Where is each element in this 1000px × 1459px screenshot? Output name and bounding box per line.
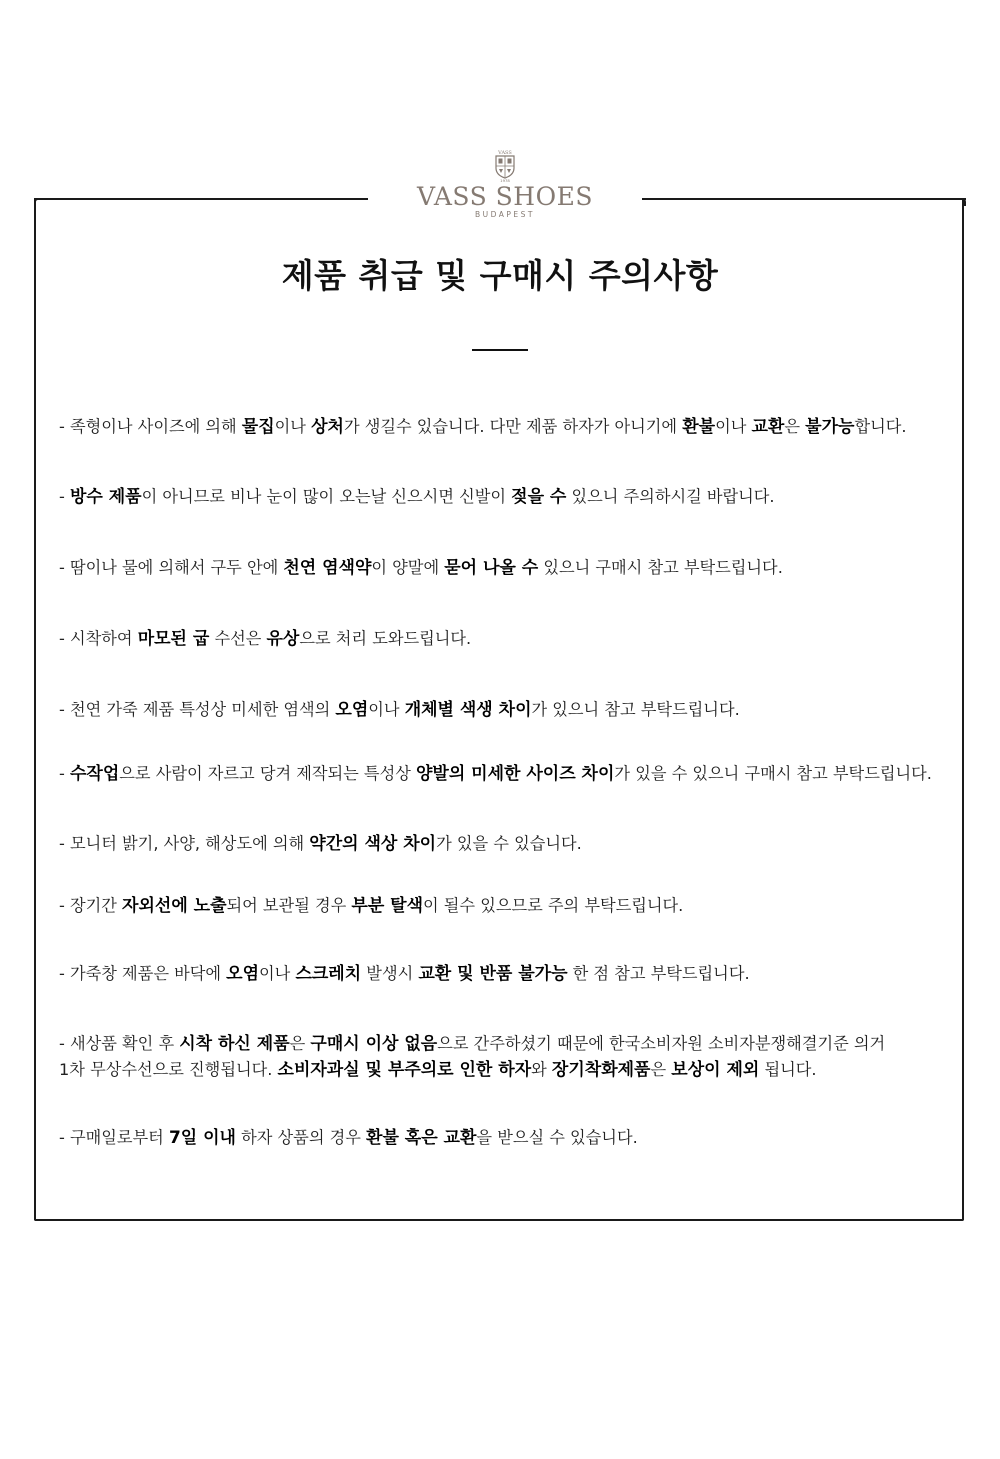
notice-emphasis: 약간의 색상 차이 (309, 834, 437, 854)
notice-emphasis: 환불 (682, 417, 716, 437)
notice-emphasis: 구매시 이상 없음 (310, 1034, 438, 1054)
notice-emphasis: 젖을 수 (511, 487, 567, 507)
notice-emphasis: 물집 (241, 417, 275, 437)
notice-emphasis: 유상 (266, 629, 300, 649)
notice-emphasis: 양발의 미세한 사이즈 차이 (416, 764, 615, 784)
brand-city: BUDAPEST (474, 210, 535, 219)
notice-item: - 수작업으로 사람이 자르고 당겨 제작되는 특성상 양발의 미세한 사이즈 차이가 있을 수 있으니 구매시 참고 부탁드립니다. (59, 764, 932, 784)
notice-emphasis: 부분 탈색 (351, 896, 424, 916)
page-title: 제품 취급 및 구매시 주의사항 (281, 256, 719, 295)
notice-emphasis: 오염 (226, 964, 260, 984)
notice-item: - 땀이나 물에 의해서 구두 안에 천연 염색약이 양말에 묻어 나올 수 있으니 구매시 참고 부탁드립니다. (59, 558, 783, 578)
notice-emphasis: 마모된 굽 (137, 629, 210, 649)
notice-item: - 구매일로부터 7일 이내 하자 상품의 경우 환불 혹은 교환을 받으실 수 있습니다. (59, 1128, 638, 1148)
frame-corner-left (34, 198, 42, 206)
notice-item: - 장기간 자외선에 노출되어 보관될 경우 부분 탈색이 될수 있으므로 주의 부탁드립니다. (59, 896, 684, 916)
notice-emphasis: 오염 (335, 700, 369, 720)
notice-emphasis: 7일 이내 (168, 1128, 236, 1148)
notice-item: - 방수 제품이 아니므로 비나 눈이 많이 오는날 신으시면 신발이 젖을 수 있으니 주의하시길 바랍니다. (59, 487, 775, 507)
notice-emphasis: 교환 및 반품 불가능 (418, 964, 568, 984)
notice-emphasis: 스크레치 (295, 964, 362, 984)
notice-item: - 모니터 밝기, 사양, 해상도에 의해 약간의 색상 차이가 있을 수 있습니다. (59, 834, 582, 854)
notice-emphasis: 불가능 (805, 417, 855, 437)
notice-emphasis: 장기착화제품 (551, 1060, 651, 1080)
notice-emphasis: 환불 혹은 교환 (366, 1128, 477, 1148)
notice-emphasis: 수작업 (70, 764, 120, 784)
notice-emphasis: 교환 (751, 417, 785, 437)
notice-emphasis: 묻어 나올 수 (444, 558, 539, 578)
svg-text:1978: 1978 (500, 178, 510, 182)
notice-emphasis: 자외선에 노출 (122, 896, 227, 916)
notice-emphasis: 상처 (311, 417, 344, 437)
notice-emphasis: 천연 염색약 (283, 558, 372, 578)
brand-name: VASS SHOES (417, 182, 593, 211)
brand-logo (380, 148, 630, 219)
notice-emphasis: 시착 하신 제품 (179, 1034, 290, 1054)
notice-emphasis: 개체별 색생 차이 (404, 700, 532, 720)
notice-item: - 족형이나 사이즈에 의해 물집이나 상처가 생길수 있습니다. 다만 제품 하자가 아니기에 환불이나 교환은 불가능합니다. (59, 417, 907, 437)
frame-corner-right (958, 198, 966, 206)
notice-emphasis: 방수 제품 (70, 487, 142, 507)
notice-item: - 가죽창 제품은 바닥에 오염이나 스크레치 발생시 교환 및 반품 불가능 한 점 참고 부탁드립니다. (59, 964, 750, 984)
crest-icon (492, 148, 518, 182)
title-divider (472, 349, 528, 351)
notice-emphasis: 소비자과실 및 부주의로 인한 하자 (277, 1060, 532, 1080)
notice-emphasis: 보상이 제외 (671, 1060, 760, 1080)
notice-item: - 천연 가죽 제품 특성상 미세한 염색의 오염이나 개체별 색생 차이가 있으니 참고 부탁드립니다. (59, 700, 740, 720)
svg-text:VASS: VASS (498, 150, 512, 156)
notice-item: - 새상품 확인 후 시착 하신 제품은 구매시 이상 없음으로 간주하셨기 때문에 한국소비자원 소비자분쟁해결기준 의거 1차 무상수선으로 진행됩니다. 소비자과실 및 부주의로 인한 하자와 장기착화제품은 보상이 제외 됩니다. (59, 1034, 886, 1080)
notice-item: - 시착하여 마모된 굽 수선은 유상으로 처리 도와드립니다. (59, 629, 472, 649)
